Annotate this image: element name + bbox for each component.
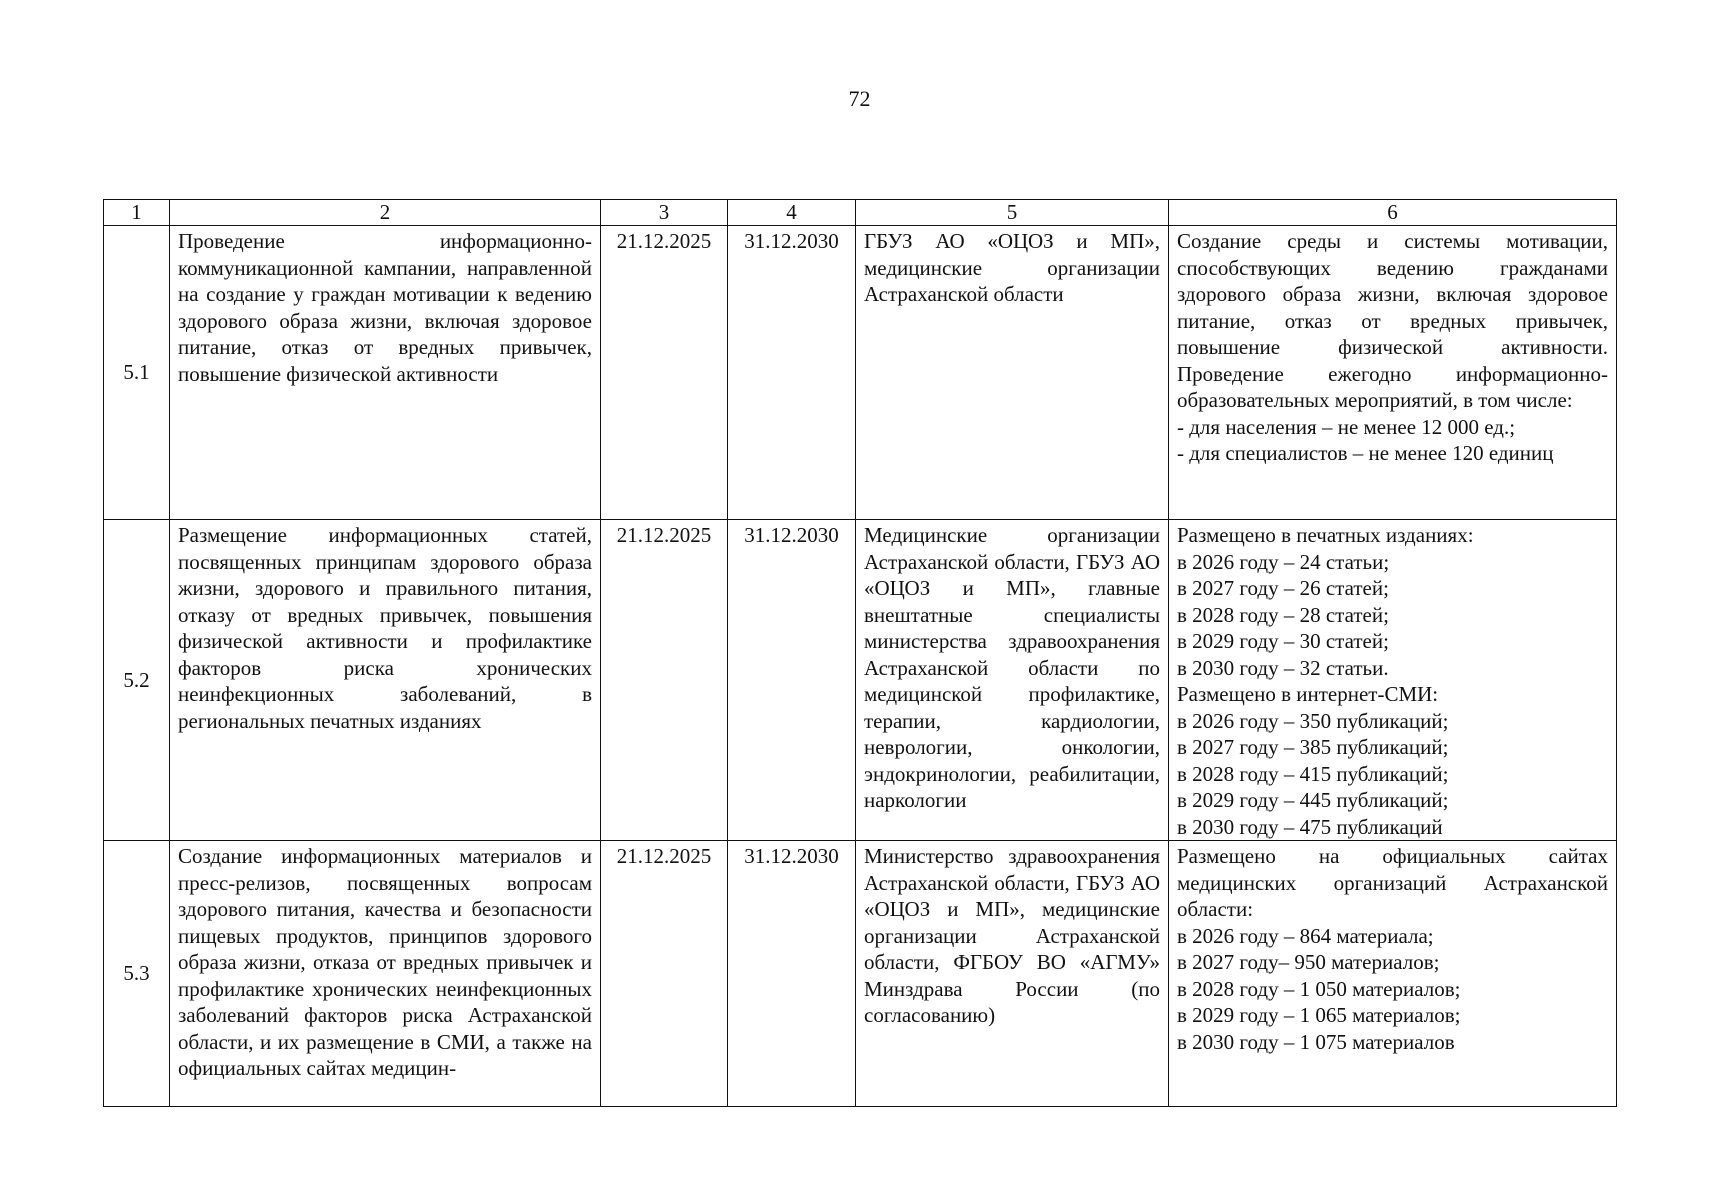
activities-table bbox=[103, 199, 1617, 1107]
result-intro: Создание среды и системы мотивации, способствующих ведению гражданами здорового образа жизни, включая здоровое питание, отказ от вредных привычек, повышение физической активности. Проведение ежегодно информационно-образовательных мероприятий, в том числе: bbox=[1177, 229, 1608, 412]
header-row bbox=[104, 200, 1617, 226]
activity-cell: Проведение информационно-коммуникационной кампании, направленной на создание у граждан мотивации к ведению здорового образа жизни, включая здоровое питание, отказ от вредных привычек, повышение физической активности bbox=[170, 226, 601, 520]
column-header: 4 bbox=[728, 200, 856, 226]
column-header: 3 bbox=[601, 200, 728, 226]
activity-cell: Создание информационных материалов и пресс-релизов, посвященных вопросам здорового питания, качества и безопасности пищевых продуктов, принципов здорового образа жизни, отказа от вредных привычек и профилактике хронических неинфекционных заболеваний факторов риска Астраханской области, и их размещение в СМИ, а также на официальных сайтах медицин- bbox=[170, 841, 601, 1107]
result-line: в 2029 году – 445 публикаций; bbox=[1177, 788, 1449, 812]
executor-cell: Медицинские организации Астраханской области, ГБУЗ АО «ОЦОЗ и МП», главные внештатные специалисты министерства здравоохранения Астраханской области по медицинской профилактике, терапии, кардиологии, неврологии, онкологии, эндокринологии, реабилитации, наркологии bbox=[856, 520, 1169, 841]
row-number: 5.1 bbox=[104, 226, 170, 520]
result-line: Размещено в печатных изданиях: bbox=[1177, 523, 1474, 547]
result-line: в 2028 году – 28 статей; bbox=[1177, 602, 1389, 627]
result-line: в 2027 году – 385 публикаций; bbox=[1177, 735, 1449, 759]
result-line: - для населения – не менее 12 000 ед.; bbox=[1177, 414, 1516, 439]
result-line: в 2026 году – 24 статьи; bbox=[1177, 549, 1390, 574]
result-line: в 2030 году – 32 статьи. bbox=[1177, 655, 1389, 680]
result-line: в 2027 году – 26 статей; bbox=[1177, 576, 1389, 600]
result-line: в 2028 году – 1 050 материалов; bbox=[1177, 976, 1461, 1001]
activity-cell: Размещение информационных статей, посвященных принципам здорового образа жизни, здорового и правильного питания, отказу от вредных привычек, повышения физической активности и профилактике факторов риска хронических неинфекционных заболеваний, в региональных печатных изданиях bbox=[170, 520, 601, 841]
table-row bbox=[104, 841, 1617, 1107]
result-line: - для специалистов – не менее 120 единиц bbox=[1177, 441, 1554, 465]
page-number: 72 bbox=[848, 86, 871, 111]
end-date-cell: 31.12.2030 bbox=[728, 226, 856, 520]
start-date-cell: 21.12.2025 bbox=[601, 226, 728, 520]
result-cell bbox=[1169, 520, 1617, 841]
executor-cell: ГБУЗ АО «ОЦОЗ и МП», медицинские организации Астраханской области bbox=[856, 226, 1169, 520]
column-header: 5 bbox=[856, 200, 1169, 226]
end-date-cell: 31.12.2030 bbox=[728, 520, 856, 841]
table-row bbox=[104, 226, 1617, 520]
column-header: 1 bbox=[104, 200, 170, 226]
executor-cell: Министерство здравоохранения Астраханской области, ГБУЗ АО «ОЦОЗ и МП», медицинские организации Астраханской области, ФГБОУ ВО «АГМУ» Минздрава России (по согласованию) bbox=[856, 841, 1169, 1107]
result-line: в 2026 году – 864 материала; bbox=[1177, 923, 1434, 948]
table-row bbox=[104, 520, 1617, 841]
row-number: 5.3 bbox=[104, 841, 170, 1107]
column-header: 6 bbox=[1169, 200, 1617, 226]
result-line: в 2030 году – 1 075 материалов bbox=[1177, 1029, 1455, 1054]
result-line: Размещено в интернет-СМИ: bbox=[1177, 682, 1439, 706]
result-cell bbox=[1169, 226, 1617, 520]
result-line: в 2026 году – 350 публикаций; bbox=[1177, 708, 1449, 733]
start-date-cell: 21.12.2025 bbox=[601, 520, 728, 841]
result-line: в 2030 году – 475 публикаций bbox=[1177, 814, 1443, 839]
start-date-cell: 21.12.2025 bbox=[601, 841, 728, 1107]
result-line: в 2027 году– 950 материалов; bbox=[1177, 950, 1440, 974]
row-number: 5.2 bbox=[104, 520, 170, 841]
end-date-cell: 31.12.2030 bbox=[728, 841, 856, 1107]
result-line: в 2029 году – 1 065 материалов; bbox=[1177, 1003, 1461, 1027]
result-line: в 2028 году – 415 публикаций; bbox=[1177, 761, 1449, 786]
result-intro: Размещено на официальных сайтах медицинских организаций Астраханской области: bbox=[1177, 844, 1608, 921]
result-line: в 2029 году – 30 статей; bbox=[1177, 629, 1389, 653]
column-header: 2 bbox=[170, 200, 601, 226]
result-cell bbox=[1169, 841, 1617, 1107]
